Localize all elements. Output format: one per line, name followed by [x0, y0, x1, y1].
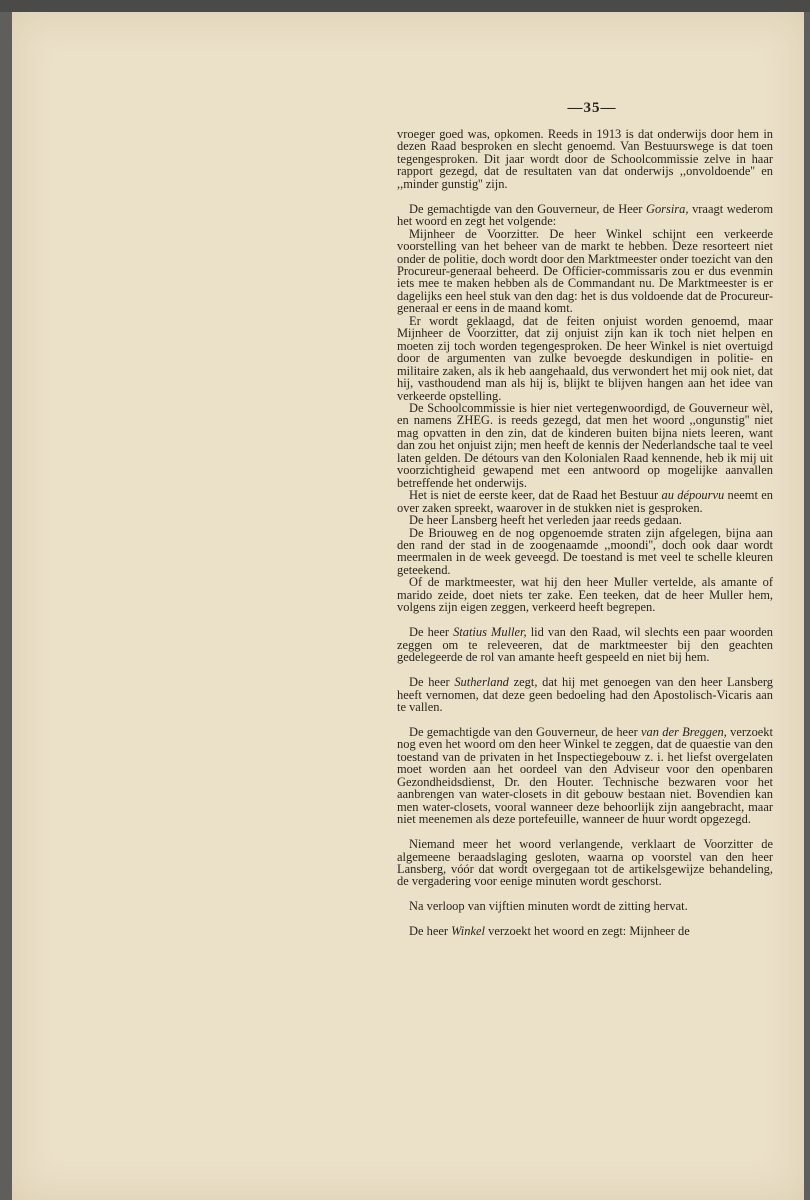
paragraph: De Briouweg en de nog opgenoemde straten zijn afgelegen, bijna aan den rand der stad in de zoogenaamde ,,moondi'', doch ook daar wordt meermalen in de week geveegd. De toestand is met veel te schelle kleuren geteekend.: [397, 525, 773, 577]
paragraph: De heer Lansberg heeft het verleden jaar reeds gedaan.: [409, 513, 682, 528]
body-text: [397, 128, 773, 938]
paragraph: Er wordt geklaagd, dat de feiten onjuist worden genoemd, maar Mijnheer de Voorzitter, dat zij onjuist zijn kan ik toch niet helpen en moeten zij toch worden tegengesproken. De heer Winkel is niet overtuigd door de argumenten van zulke bevoegde deskundigen in politie- en militaire zaken, als ik heb aangehaald, dus verwondert het mij ook niet, dat hij, vasthoudend man als hij is, blijkt te blijven hangen aan het idee van verkeerde opstelling.: [397, 313, 773, 403]
paragraph: De heer Winkel verzoekt het woord en zegt: Mijnheer de: [409, 924, 690, 939]
scan-border: [0, 0, 810, 12]
paragraph: Niemand meer het woord verlangende, verklaart de Voorzitter de algemeene beraadslaging gesloten, waarna op voorstel van den heer Lansberg, vóór dat wordt overgegaan tot de artikelsgewijze behandeling, de vergadering voor eenige minuten wordt geschorst.: [397, 837, 773, 889]
paragraph: De heer Statius Muller, lid van den Raad, wil slechts een paar woorden zeggen om te releveeren, dat de marktmeester bij den geachten gedelegeerde de rol van amante heeft gespeeld en niet bij hem.: [397, 625, 773, 665]
paragraph: De gemachtigde van den Gouverneur, de Heer Gorsira, vraagt wederom het woord en zegt het volgende:: [397, 201, 774, 229]
paragraph: vroeger goed was, opkomen. Reeds in 1913 is dat onderwijs door hem in dezen Raad besproken en slecht genoemd. Van Bestuurswege is dat toen tegengesproken. Dit jaar wordt door de Schoolcommissie zelve in haar rapport gezegd, dat de resultaten van dat onderwijs ,,onvoldoende'' en ,,minder gunstig'' zijn.: [397, 127, 773, 191]
paragraph: Na verloop van vijftien minuten wordt de zitting hervat.: [409, 899, 688, 914]
paragraph: Mijnheer de Voorzitter. De heer Winkel schijnt een verkeerde voorstelling van het beheer van de markt te hebben. Deze resorteert niet onder de politie, doch wordt door den Marktmeester onder toezicht van den Procureur-generaal beheerd. De Officier-commissaris zou er dus evenmin iets mee te maken hebben als de Commandant nu. De Marktmeester is er dagelijks een heel stuk van den dag: het is dus voldoende dat de Procureur-generaal er eens in de maand komt.: [397, 226, 773, 316]
page-number: —35—: [567, 100, 617, 116]
paragraph: Het is niet de eerste keer, dat de Raad het Bestuur au dépourvu neemt en over zaken spreekt, waarover in de stukken niet is gesproken.: [397, 488, 773, 515]
document-page: [12, 12, 804, 1200]
paragraph: De gemachtigde van den Gouverneur, de heer van der Breggen, verzoekt nog even het woord om den heer Winkel te zeggen, dat de quaestie van den toestand van de privaten in het Inspectiegebouw z. i. het liefst overgelaten moet worden aan het oordeel van den Adviseur voor den openbaren Gezondheidsdienst, Dr. den Houter. Technische bezwaren voor het aanbrengen van water-closets in dit gebouw bestaan niet. Bovendien kan men water-closets, vooral wanneer deze behoorlijk zijn aangebracht, maar niet meenemen als deze portefeuille, wanneer de huur wordt opgezegd.: [397, 724, 773, 827]
paragraph: De heer Sutherland zegt, dat hij met genoegen van den heer Lansberg heeft vernomen, dat deze geen bedoeling had den Apostolisch-Vicaris aan te vallen.: [397, 675, 774, 714]
paragraph: De Schoolcommissie is hier niet vertegenwoordigd, de Gouverneur wèl, en namens ZHEG. is reeds gezegd, dat men het woord ,,ongunstig'' niet mag opvatten in den zin, dat de kinderen buiten bijna niets leeren, want dan zou het onjuist zijn; men heeft de kennis der Nederlandsche taal te veel laten gelden. De détours van den Kolonialen Raad kennende, heb ik mij uit voorzichtigheid gewapend met een antwoord op mogelijke aanvallen betreffende het onderwijs.: [397, 401, 773, 490]
paragraph: Of de marktmeester, wat hij den heer Muller vertelde, als amante of marido zeide, doet niets ter zake. Een teeken, dat de heer Muller hem, volgens zijn eigen zeggen, verkeerd heeft begrepen.: [397, 575, 773, 615]
